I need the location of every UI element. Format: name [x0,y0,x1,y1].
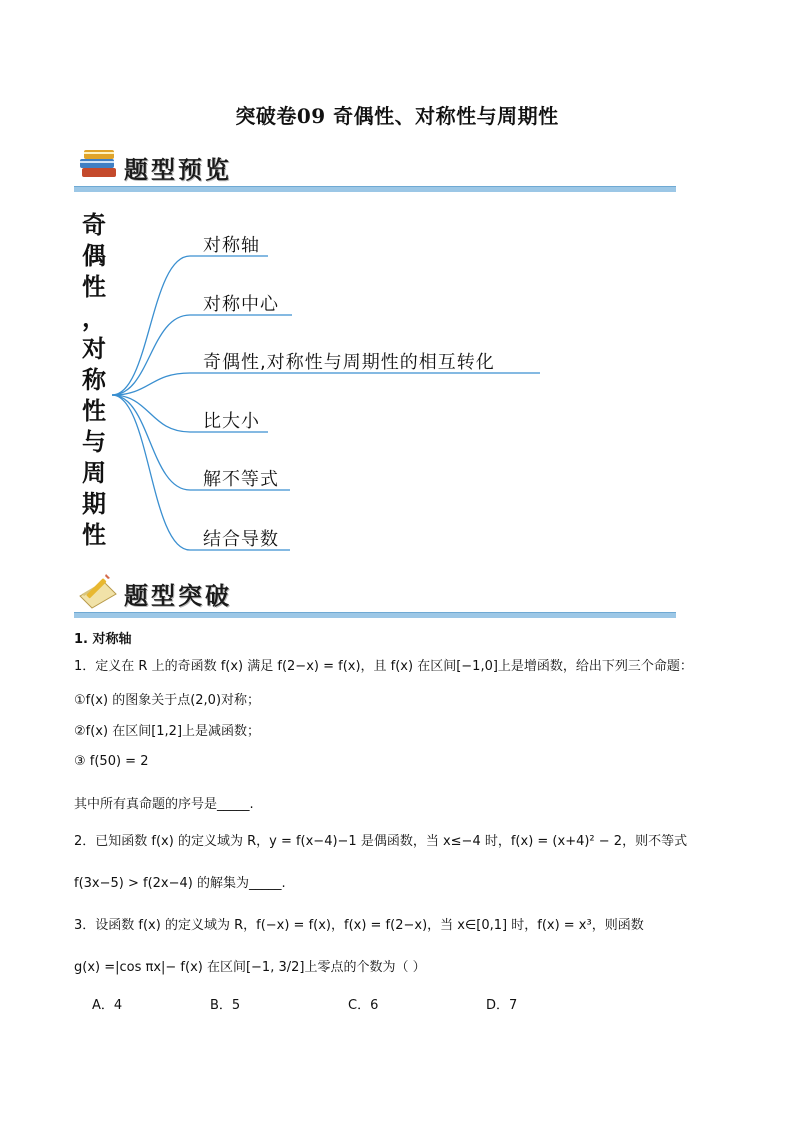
question-1-claim-2: ②f(x) 在区间[1,2]上是减函数； [74,724,261,739]
mindmap-center-char: 奇 [82,211,106,239]
question-3-stem: 3．设函数 f(x) 的定义域为 R，f(−x) = f(x)，f(x) = f(2−x)，当 x∈[0,1] 时，f(x) = x³，则函数 [74,918,644,933]
question-3-option-b: B．5 [210,998,241,1013]
mindmap-branch-3: 奇偶性,对称性与周期性的相互转化 [203,352,495,373]
question-3-function: g(x) =|cos πx|− f(x) 在区间[−1, 3/2]上零点的个数为（ ） [74,960,426,975]
question-2-inequality: f(3x−5) > f(2x−4) 的解集为_____. [74,876,286,891]
section-heading-symmetry-axis: 1. 对称轴 [74,632,132,647]
mindmap-center-char: 与 [82,428,106,456]
question-1-claim-1: ①f(x) 的图象关于点(2,0)对称； [74,693,261,708]
mindmap-branch-5: 解不等式 [203,469,279,490]
mindmap-branch-1: 对称轴 [203,235,260,256]
question-3-option-d: D．7 [486,998,518,1013]
mindmap-center-char: 性 [82,273,106,301]
mindmap-line-1 [112,256,268,395]
question-1-claim-3: ③ f(50) = 2 [74,754,149,769]
mindmap-center-char: 性 [82,397,106,425]
mindmap-center-char: ， [82,304,106,332]
mindmap-center-char: 性 [82,521,106,549]
page-title: 突破卷09 奇偶性、对称性与周期性 [235,104,559,128]
question-1-ask: 其中所有真命题的序号是_____. [74,797,254,812]
question-3-option-a: A．4 [92,998,123,1013]
mindmap-branch-2: 对称中心 [203,294,279,315]
notebook-pencil-icon [76,572,120,610]
mindmap-branch-6: 结合导数 [203,529,279,550]
question-3-option-c: C．6 [348,998,379,1013]
mindmap-branch-4: 比大小 [203,411,260,432]
question-2-stem: 2．已知函数 f(x) 的定义域为 R，y = f(x−4)−1 是偶函数，当 x≤−4 时，f(x) = (x+4)² − 2，则不等式 [74,834,688,849]
question-1-stem: 1．定义在 R 上的奇函数 f(x) 满足 f(2−x) = f(x)，且 f(x) 在区间[−1,0]上是增函数，给出下列三个命题： [74,659,693,674]
banner-breakthrough-bar [74,612,676,618]
banner-breakthrough [74,570,676,618]
banner-preview-text: 题型预览 [124,156,232,184]
mindmap-line-3 [112,373,540,395]
banner-breakthrough-text: 题型突破 [124,582,232,610]
mindmap-center-char: 偶 [82,242,106,270]
mindmap-center-char: 称 [82,366,106,394]
mindmap-center-char: 对 [82,335,106,363]
mindmap-center-char: 期 [82,490,106,518]
mindmap-center-char: 周 [82,459,106,487]
